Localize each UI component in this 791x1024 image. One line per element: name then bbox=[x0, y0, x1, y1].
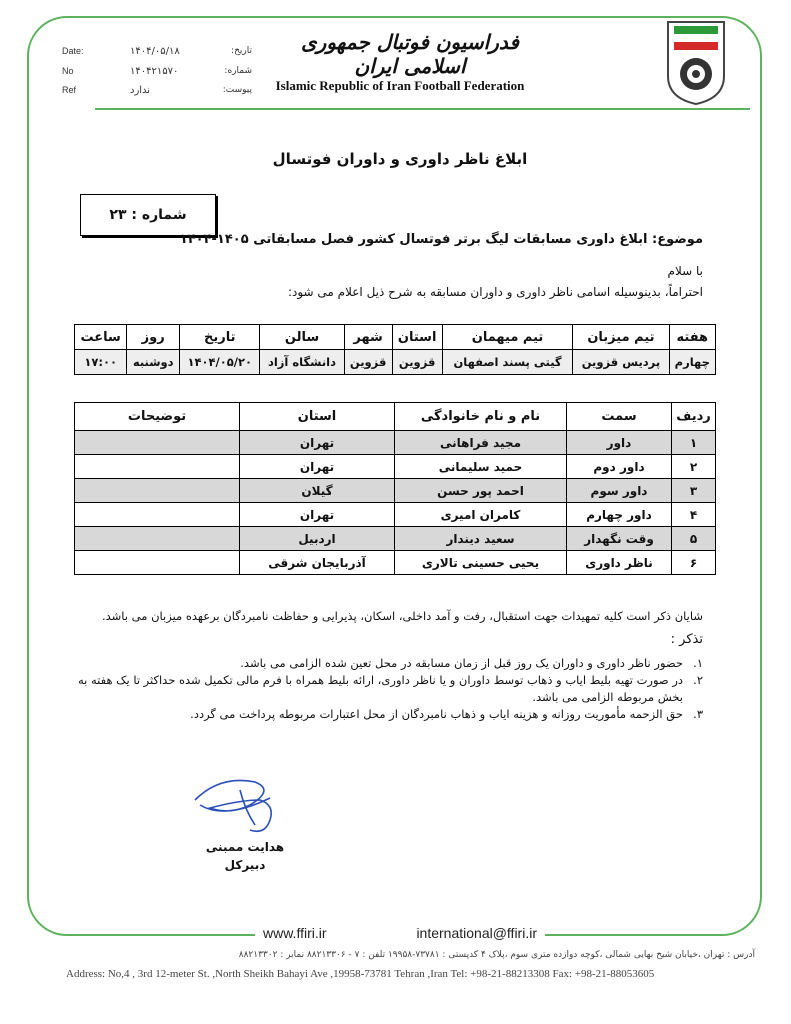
table-row bbox=[75, 431, 716, 455]
federation-logo-icon bbox=[664, 20, 728, 106]
row-name: احمد پور حسن bbox=[395, 479, 567, 503]
row-role: داور چهارم bbox=[567, 503, 672, 527]
row-name: سعید دیندار bbox=[395, 527, 567, 551]
document-title: ابلاغ ناظر داوری و داوران فوتسال bbox=[272, 150, 528, 168]
no-label-fa: شماره: bbox=[224, 66, 252, 76]
row-name: مجید فراهانی bbox=[395, 431, 567, 455]
row-notes bbox=[75, 479, 240, 503]
header-divider bbox=[95, 108, 750, 110]
cell-week: چهارم bbox=[669, 350, 715, 375]
date-label-en: Date: bbox=[62, 46, 84, 56]
item-number: ۲. bbox=[693, 673, 703, 687]
row-role: وقت نگهدار bbox=[567, 527, 672, 551]
table-row bbox=[75, 551, 716, 575]
ref-label-en: Ref bbox=[62, 85, 77, 95]
list-item bbox=[73, 672, 703, 706]
item-number: ۱. bbox=[693, 656, 703, 670]
row-notes bbox=[75, 527, 240, 551]
signatory bbox=[200, 838, 290, 874]
host-note: شایان ذکر است کلیه تمهیدات جهت استقبال، رفت و آمد داخلی، اسکان، پذیرایی و حفاظت نامبردگان برعهده میزبان می باشد. bbox=[101, 609, 703, 623]
greeting: با سلام bbox=[667, 264, 703, 278]
row-province: آذربایجان شرقی bbox=[240, 551, 395, 575]
col-week: هفته bbox=[669, 325, 715, 350]
col-date: تاریخ bbox=[180, 325, 260, 350]
row-role: داور bbox=[567, 431, 672, 455]
cell-date: ۱۴۰۴/۰۵/۲۰ bbox=[180, 350, 260, 375]
row-notes bbox=[75, 455, 240, 479]
list-item bbox=[73, 706, 703, 723]
reminder-title: تذکر : bbox=[670, 632, 703, 647]
item-text: در صورت تهیه بلیط ایاب و ذهاب توسط داوران و یا ناظر داوری، ارائه بلیط همراه با فرم مالی تکمیل شده حداکثر تا یک هفته به بخش مربوطه الزامی می باشد. bbox=[77, 673, 683, 704]
col-name: نام و نام خانوادگی bbox=[395, 403, 567, 431]
cell-host: پردیس قزوین bbox=[573, 350, 669, 375]
item-text: حضور ناظر داوری و داوران یک روز قبل از زمان مسابقه در محل تعین شده الزامی می باشد. bbox=[240, 656, 683, 670]
row-province: تهران bbox=[240, 455, 395, 479]
item-text: حق الزحمه مأموریت روزانه و هزینه ایاب و ذهاب نامبردگان از محل اعتبارات مربوطه پرداخت می گردد. bbox=[190, 707, 683, 721]
federation-name-fa: فدراسیون فوتبال جمهوری اسلامی ایران bbox=[301, 30, 519, 78]
col-notes: توضیحات bbox=[75, 403, 240, 431]
row-name: یحیی حسینی تالاری bbox=[395, 551, 567, 575]
item-number: ۳. bbox=[693, 707, 703, 721]
col-role: سمت bbox=[567, 403, 672, 431]
row-number: ۶ bbox=[672, 551, 716, 575]
federation-name-en: Islamic Republic of Iran Football Federation bbox=[275, 78, 525, 93]
address-en: Address: No,4 , 3rd 12-meter St. ,North Sheikh Bahayi Ave ,19958-73781 Tehran ,Iran Tel: +98-21-88213308 Fax: +98-21-88053605 bbox=[66, 968, 655, 980]
subject-line: موضوع: ابلاغ داوری مسابقات لیگ برتر فوتسال کشور فصل مسابقاتی ۱۴۰۵-۱۴۰۴ bbox=[179, 232, 703, 247]
match-table-header bbox=[75, 325, 716, 350]
col-venue: سالن bbox=[260, 325, 344, 350]
no-label-en: No bbox=[62, 66, 74, 76]
no-value: ۱۴۰۴۲۱۵۷۰ bbox=[130, 66, 179, 77]
col-day: روز bbox=[127, 325, 180, 350]
officials-table-header bbox=[75, 403, 716, 431]
match-row bbox=[75, 350, 716, 375]
address-fa: آدرس : تهران ،خیابان شیخ بهایی شمالی ،کوچه دوازده متری سوم ،پلاک ۴ کدپستی : ۷۳۷۸۱-۱۹۹۵۸ تلفن : ۷ - ۸۸۲۱۳۳۰۶ نمابر : ۸۸۲۱۳۳۰۲ bbox=[238, 950, 755, 960]
row-province: تهران bbox=[240, 431, 395, 455]
table-row bbox=[75, 527, 716, 551]
signatory-name: هدایت ممبنی bbox=[205, 840, 285, 854]
contact-bar bbox=[255, 922, 545, 944]
row-notes bbox=[75, 503, 240, 527]
row-number: ۵ bbox=[672, 527, 716, 551]
row-number: ۱ bbox=[672, 431, 716, 455]
col-host: تیم میزبان bbox=[573, 325, 669, 350]
row-role: داور دوم bbox=[567, 455, 672, 479]
ref-label-fa: پیوست: bbox=[222, 85, 252, 95]
match-table bbox=[74, 324, 716, 375]
col-time: ساعت bbox=[75, 325, 127, 350]
cell-time: ۱۷:۰۰ bbox=[75, 350, 127, 375]
row-name: کامران امیری bbox=[395, 503, 567, 527]
row-province: گیلان bbox=[240, 479, 395, 503]
website-link[interactable]: www.ffiri.ir bbox=[263, 925, 327, 941]
table-row bbox=[75, 479, 716, 503]
table-row bbox=[75, 455, 716, 479]
signatory-role: دبیرکل bbox=[224, 858, 266, 872]
col-row: ردیف bbox=[672, 403, 716, 431]
intro-text: احتراماً، بدینوسیله اسامی ناظر داوری و داوران مسابقه به شرح ذیل اعلام می شود: bbox=[287, 285, 703, 299]
email-link[interactable]: international@ffiri.ir bbox=[416, 925, 537, 941]
cell-guest: گیتی پسند اصفهان bbox=[442, 350, 573, 375]
cell-province: قزوین bbox=[392, 350, 442, 375]
officials-table bbox=[74, 402, 716, 575]
date-label-fa: تاریخ: bbox=[231, 46, 252, 56]
number-box: شماره : ۲۳ bbox=[80, 194, 216, 236]
row-name: حمید سلیمانی bbox=[395, 455, 567, 479]
col-province: استان bbox=[392, 325, 442, 350]
row-province: تهران bbox=[240, 503, 395, 527]
col-province: استان bbox=[240, 403, 395, 431]
table-row bbox=[75, 503, 716, 527]
cell-city: قزوین bbox=[344, 350, 392, 375]
reminder-list bbox=[73, 655, 703, 723]
row-role: ناظر داوری bbox=[567, 551, 672, 575]
row-number: ۳ bbox=[672, 479, 716, 503]
row-province: اردبیل bbox=[240, 527, 395, 551]
col-guest: تیم میهمان bbox=[442, 325, 573, 350]
row-role: داور سوم bbox=[567, 479, 672, 503]
col-city: شهر bbox=[344, 325, 392, 350]
ref-value: ندارد bbox=[130, 85, 151, 96]
list-item bbox=[73, 655, 703, 672]
date-value: ۱۴۰۴/۰۵/۱۸ bbox=[130, 46, 180, 57]
cell-day: دوشنبه bbox=[127, 350, 180, 375]
row-notes bbox=[75, 551, 240, 575]
row-number: ۴ bbox=[672, 503, 716, 527]
cell-venue: دانشگاه آزاد bbox=[260, 350, 344, 375]
row-notes bbox=[75, 431, 240, 455]
row-number: ۲ bbox=[672, 455, 716, 479]
